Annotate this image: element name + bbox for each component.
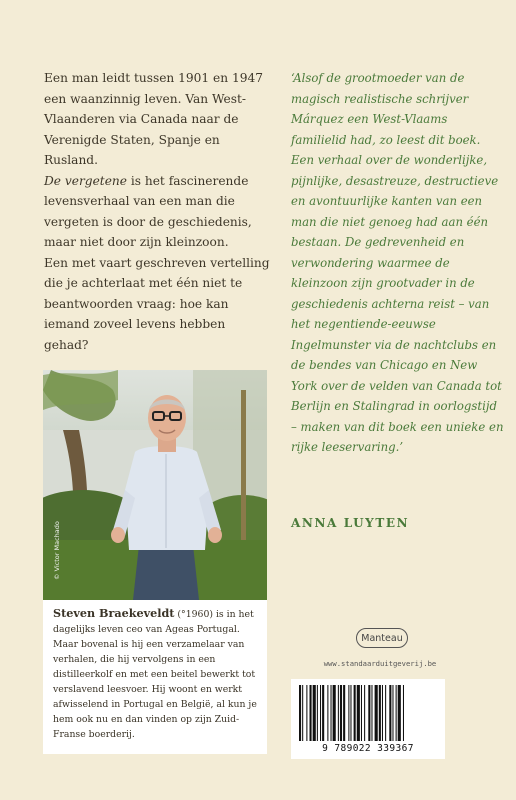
author-bio-text: (°1960) is in het dagelijks leven ceo van Ageas Portugal. Maar bovenal is hij een verzamelaar van verhalen, die hij vervolgens in een distilleerkolf en met een beitel bewerkt tot verslavend leesvoer. Hij woont en werkt afwisselend in Portugal en België, al kun je hem ook nu en dan vinden op zijn Zuid-Franse boerderij.: [53, 609, 257, 740]
author-name: Steven Braekeveldt: [53, 606, 175, 620]
blurb-paragraph-2-text: is het fascinerende levensverhaal van een man die vergeten is door de geschiedenis, maar niet door zijn kleinzoon.: [44, 173, 252, 249]
barcode-bar: [317, 685, 318, 741]
barcode-bar: [354, 685, 356, 741]
barcode-bar: [299, 685, 301, 741]
author-photo-illustration: [43, 370, 267, 600]
publisher-url: www.standaarduitgeverij.be: [323, 659, 437, 668]
author-photo: [43, 370, 267, 600]
book-title: De vergetene: [44, 173, 127, 188]
barcode-bar: [331, 685, 332, 741]
barcode-bar: [379, 685, 381, 741]
barcode-bar: [333, 685, 336, 741]
barcode-bar: [320, 685, 321, 741]
barcode-bar: [375, 685, 378, 741]
barcode-bar: [392, 685, 393, 741]
barcode-bar: [382, 685, 383, 741]
barcode-bar: [364, 685, 365, 741]
publisher-logo: Manteau: [356, 628, 408, 648]
photo-credit: © Victor Machado: [53, 521, 61, 580]
review-quote: ‘Alsof de grootmoeder van de magisch realistische schrijver Márquez een West-Vlaams familielid had, zo leest dit boek. Een verhaal over de wonderlijke, pijnlijke, desastreuze, destructieve en avontuurlijke kanten van een man die niet genoeg had aan één bestaan. De gedrevenheid en verwondering waarmee de kleinzoon zijn grootvader in de geschiedenis achterna reist – van het negentiende-eeuwse Ingelmunster via de nachtclubs en de bendes van Chicago en New York over de velden van Canada tot Berlijn en Stalingrad in oorlogstijd – maken van dit boek een unieke en rijke leeservaring.’: [291, 71, 504, 454]
barcode-bar: [343, 685, 345, 741]
barcode-bar: [357, 685, 360, 741]
barcode-bars: [297, 685, 439, 741]
barcode-bar: [368, 685, 370, 741]
barcode-bar: [340, 685, 342, 741]
isbn-number: 9 789022 339367: [322, 743, 414, 754]
barcode-bar: [302, 685, 303, 741]
blurb-paragraph-3: Een met vaart geschreven vertelling die je achterlaat met één niet te beantwoorden vraag: hoe kan iemand zoveel levens hebben gehad?: [44, 255, 270, 352]
barcode-bar: [385, 685, 386, 741]
barcode-bar: [338, 685, 339, 741]
barcode-bar: [310, 685, 312, 741]
quote-author: ANNA LUYTEN: [291, 516, 410, 530]
barcode-bar: [306, 685, 307, 741]
barcode-bar: [313, 685, 316, 741]
barcode-bar: [327, 685, 328, 741]
back-cover-blurb: [44, 68, 272, 355]
barcode-bar: [396, 685, 397, 741]
barcode-bar: [403, 685, 404, 741]
barcode-bar: [398, 685, 401, 741]
barcode-bar: [361, 685, 362, 741]
author-bio: [43, 600, 267, 754]
barcode-bar: [371, 685, 372, 741]
barcode-bar: [322, 685, 324, 741]
barcode: [291, 679, 445, 759]
blurb-paragraph-2: [44, 171, 272, 253]
barcode-bar: [350, 685, 351, 741]
blurb-paragraph-1: Een man leidt tussen 1901 en 1947 een waanzinnig leven. Van West-Vlaanderen via Canada naar de Verenigde Staten, Spanje en Rusland.: [44, 71, 263, 167]
barcode-bar: [389, 685, 391, 741]
barcode-bar: [348, 685, 349, 741]
